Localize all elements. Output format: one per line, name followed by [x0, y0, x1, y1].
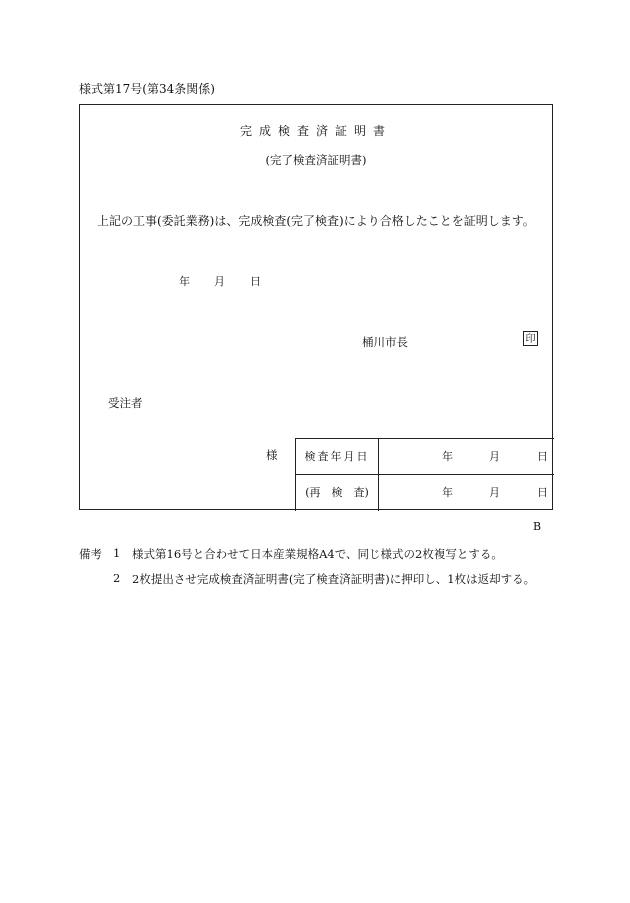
notes-heading: 備考 [79, 547, 102, 561]
reinspection-day-unit: 日 [537, 486, 548, 499]
note-text: 様式第16号と合わせて日本産業規格A4で、同じ様式の2枚複写とする。 [132, 547, 503, 561]
certificate-title: 完成検査済証明書 [239, 124, 392, 138]
certification-statement: 上記の工事(委託業務)は、完成検査(完了検査)により合格したことを証明します。 [97, 214, 535, 228]
issuer-name: 桶川市長 [362, 335, 408, 349]
inspection-month-unit: 月 [489, 450, 500, 463]
note-text: 2枚提出させ完成検査済証明書(完了検査済証明書)に押印し、1枚は返却する。 [132, 572, 536, 586]
date-day-unit: 日 [250, 275, 261, 288]
form-number: 様式第17号(第34条関係) [79, 82, 215, 96]
certificate-frame [79, 104, 553, 510]
honorific-sama: 様 [266, 448, 278, 462]
seal-mark: 印 [523, 331, 538, 346]
reinspection-row [296, 475, 554, 511]
reinspection-month-unit: 月 [489, 486, 500, 499]
inspection-date-table [295, 438, 554, 511]
inspection-row [296, 439, 554, 475]
date-year-unit: 年 [179, 275, 190, 288]
date-month-unit: 月 [214, 275, 225, 288]
certificate-subtitle: (完了検査済証明書) [265, 153, 367, 167]
note-number: 1 [113, 546, 121, 560]
inspection-year-unit: 年 [442, 450, 453, 463]
paper-size-mark: B [533, 520, 542, 533]
inspection-date-label: 検査年月日 [296, 439, 379, 474]
note-number: 2 [113, 571, 121, 585]
reinspection-label: (再 検 査) [296, 475, 379, 511]
reinspection-year-unit: 年 [442, 486, 453, 499]
contractor-label: 受注者 [108, 396, 143, 410]
inspection-day-unit: 日 [537, 450, 548, 463]
